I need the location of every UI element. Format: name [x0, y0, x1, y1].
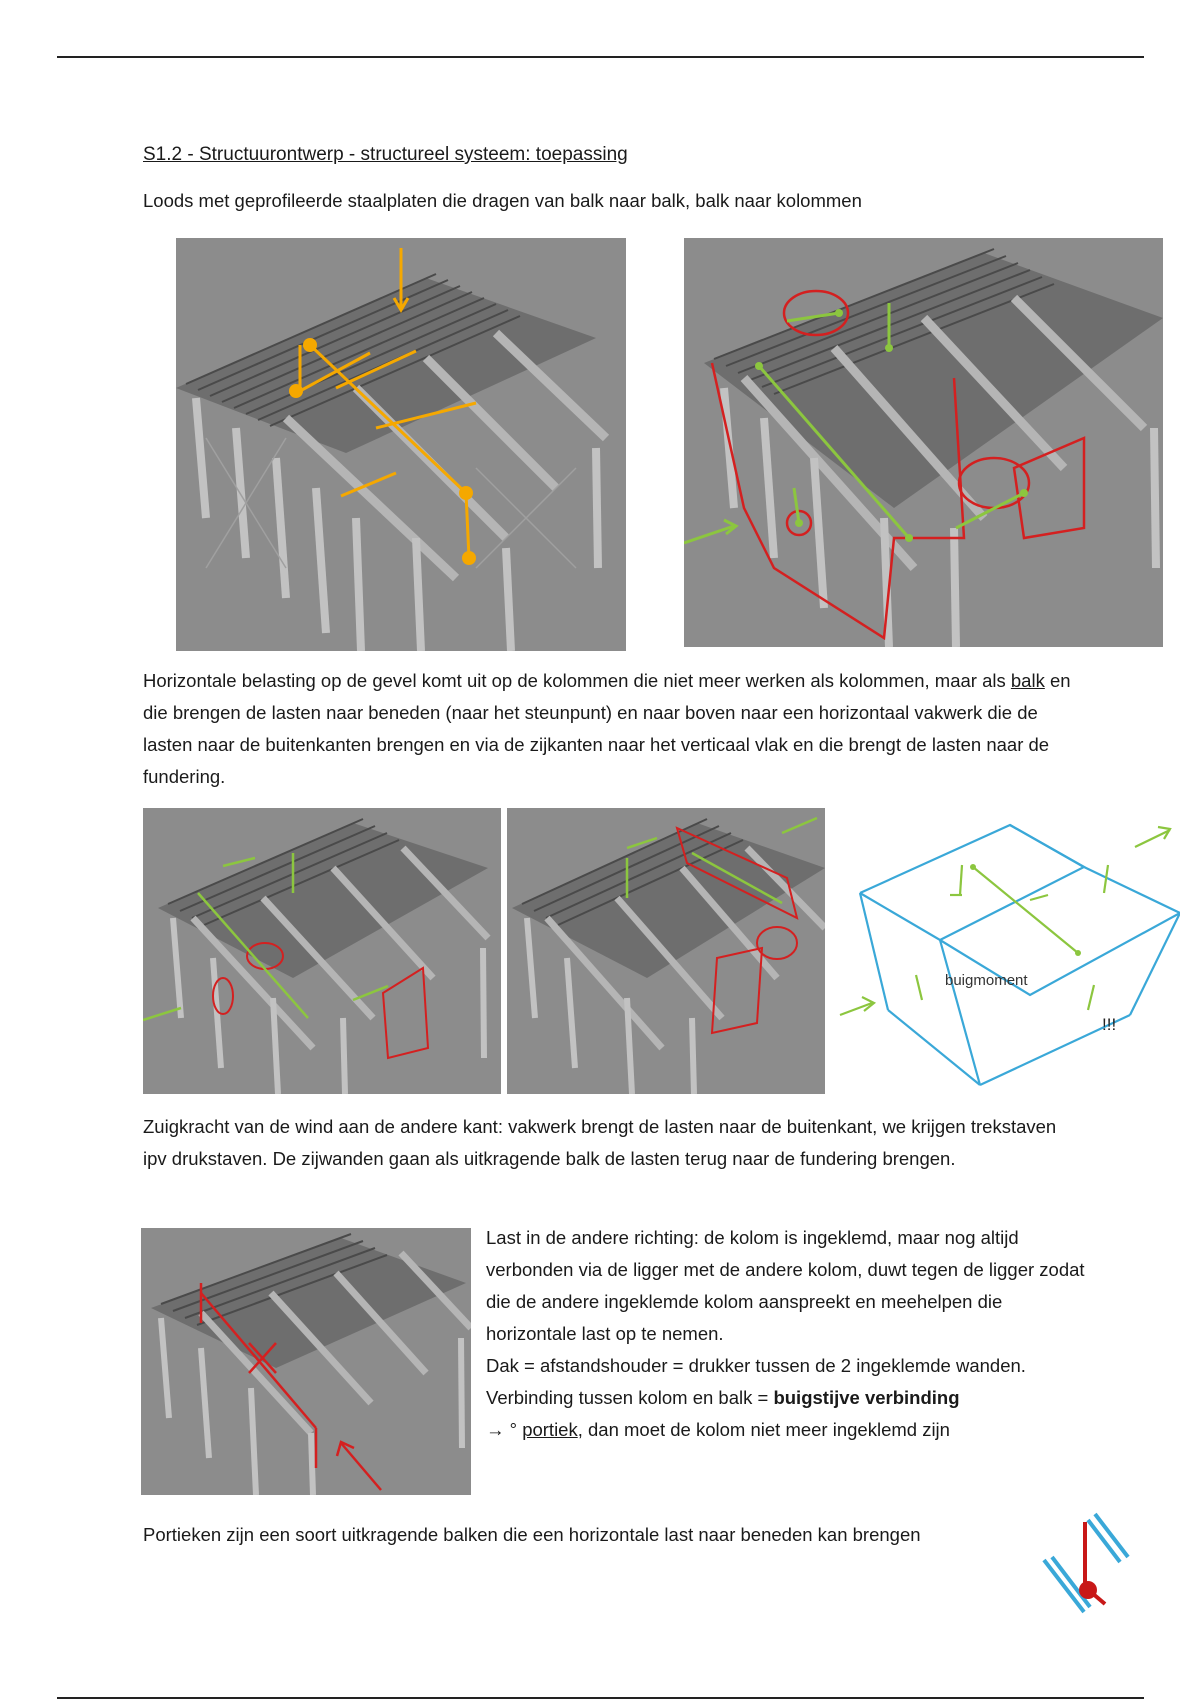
paragraph-suction: Zuigkracht van de wind aan de andere kant: vakwerk brengt de lasten naar de buitenkant, we krijgen trekstaven ipv drukstaven. De zijwanden gaan als uitkragende balk de lasten terug naar de fundering brengen.	[143, 1116, 1057, 1169]
portal-sketch-icon	[1040, 1512, 1130, 1617]
side-text-block	[486, 1222, 1086, 1446]
side-text-line-2: Dak = afstandshouder = drukker tussen de 2 ingeklemde wanden.	[486, 1355, 1026, 1376]
side-text-line-4	[486, 1414, 1086, 1446]
bending-moment-label: buigmoment	[945, 972, 1028, 989]
rigid-connection-term: buigstijve verbinding	[773, 1387, 960, 1408]
warehouse-image-portal	[141, 1228, 471, 1495]
horizontal-load-text-2: en die brengen de lasten naar beneden (naar het steunpunt) en naar boven naar een horizontaal vakwerk die de lasten naar de buitenkanten brengen en via de zijkanten naar het verticaal vlak en die brengt de lasten naar de fundering.	[143, 670, 1071, 787]
paragraph-horizontal-load	[143, 665, 1083, 793]
exclamation-label: !!!	[1102, 1015, 1117, 1034]
bottom-rule	[57, 1697, 1144, 1699]
arrow-prefix: → °	[486, 1419, 523, 1440]
horizontal-load-text-1: Horizontale belasting op de gevel komt uit op de kolommen die niet meer werken als kolommen, maar als	[143, 670, 1011, 691]
portiek-suffix: , dan moet de kolom niet meer ingeklemd zijn	[577, 1419, 950, 1440]
warehouse-image-wind-front	[143, 808, 501, 1094]
top-rule	[57, 56, 1144, 58]
connection-text: Verbinding tussen kolom en balk =	[486, 1387, 774, 1408]
side-text-line-3	[486, 1382, 1086, 1414]
section-heading: S1.2 - Structuurontwerp - structureel systeem: toepassing	[143, 144, 628, 165]
portiek-term: portiek	[522, 1419, 578, 1440]
blue-box-diagram	[830, 805, 1180, 1095]
paragraph-portal: Portieken zijn een soort uitkragende balken die een horizontale last naar beneden kan brengen	[143, 1524, 921, 1545]
warehouse-image-wind-side	[507, 808, 825, 1094]
warehouse-image-green-wind	[684, 238, 1163, 647]
intro-text: Loods met geprofileerde staalplaten die dragen van balk naar balk, balk naar kolommen	[143, 190, 862, 211]
warehouse-image-orange-loadpath	[176, 238, 626, 651]
balk-term: balk	[1010, 670, 1045, 691]
side-text-line-1: Last in de andere richting: de kolom is ingeklemd, maar nog altijd verbonden via de ligger met de andere kolom, duwt tegen de ligger zodat die de andere ingeklemde kolom aanspreekt en meehelpen die horizontale last op te nemen.	[486, 1227, 1085, 1344]
